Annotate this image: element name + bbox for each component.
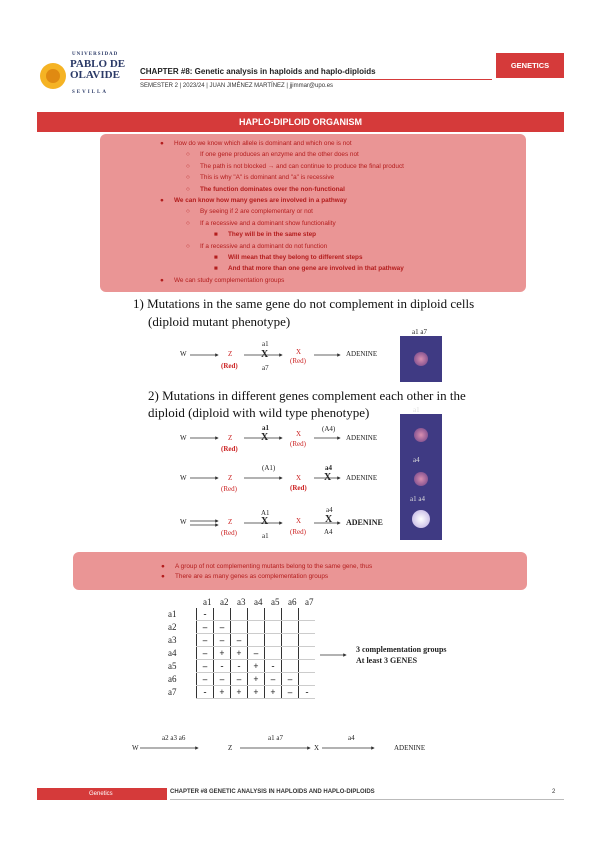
table-cell: –	[282, 673, 299, 686]
logo-bottom-text: SEVILLA	[72, 90, 108, 95]
heading-same-gene-sub: (diploid mutant phenotype)	[148, 314, 291, 329]
table-col-header: a7	[305, 597, 314, 607]
bullet-marker: ■	[214, 265, 218, 273]
bullet-text: They will be in the same step	[228, 231, 317, 239]
diagram2a-w: W	[180, 434, 187, 442]
diagram2c-a4: a4	[326, 506, 333, 514]
table-cell	[299, 673, 316, 686]
plate2-label-a1: a1	[413, 406, 420, 414]
table-cell	[282, 647, 299, 660]
table-cell: –	[231, 673, 248, 686]
table-cell: +	[231, 647, 248, 660]
diagram2b-w: W	[180, 474, 187, 482]
table-cell: –	[197, 647, 214, 660]
table-cell: –	[197, 660, 214, 673]
table-cell: –	[197, 621, 214, 634]
plate1-label: a1 a7	[412, 328, 427, 336]
bullet-marker: ○	[186, 174, 190, 182]
diagram1-cross: X	[261, 349, 269, 360]
diagram2c-z: Z	[228, 518, 233, 526]
diagram2a-x: X	[296, 430, 302, 438]
table-col-header: a5	[271, 597, 280, 607]
diagram2c-x: X	[296, 517, 302, 525]
table-cell: –	[214, 621, 231, 634]
table-row-label: a2	[168, 622, 177, 632]
diagram2a-x-red: (Red)	[290, 440, 306, 448]
table-cell: –	[214, 634, 231, 647]
diagram2c-a1: a1	[262, 532, 269, 540]
bullet-text: If a recessive and a dominant do not function	[200, 242, 328, 250]
table-row	[168, 686, 315, 699]
page-number: 2	[552, 789, 556, 795]
diagram1-adenine: ADENINE	[346, 350, 378, 358]
plate2-label-a4: a4	[413, 456, 420, 464]
diagram2c-cross1: X	[261, 516, 269, 527]
diagram2c-a1-cap: A1	[261, 509, 270, 517]
table-cell	[265, 634, 282, 647]
table-cell	[299, 647, 316, 660]
heading-same-gene: 1) Mutations in the same gene do not complement in diploid cells	[133, 296, 475, 311]
diagram2b-z: Z	[228, 474, 233, 482]
bullet-marker: ○	[186, 208, 190, 216]
table-cell	[282, 660, 299, 673]
bullet-text: By seeing if 2 are complementary or not	[200, 208, 313, 216]
table-cell	[265, 621, 282, 634]
diagram1-w: W	[180, 350, 187, 358]
table-cell	[248, 634, 265, 647]
diagram2a-a1: a1	[262, 424, 269, 432]
plate-a1-a7	[400, 336, 442, 382]
bullet-text: How do we know which allele is dominant and which one is not	[174, 140, 352, 147]
table-row-label: a1	[168, 609, 177, 620]
bullet-text: The path is not blocked → and can continue to produce the final product	[200, 162, 404, 170]
plate-column-2	[400, 414, 442, 540]
table-cell: –	[214, 673, 231, 686]
logo-main-text: PABLO DE OLAVIDE	[70, 58, 126, 81]
table-cell	[248, 621, 265, 634]
diagram1-z-red: (Red)	[221, 362, 238, 370]
note-genes-groups: There are as many genes as complementation groups	[175, 573, 329, 580]
footer-divider	[170, 799, 564, 800]
complementation-note-2: At least 3 GENES	[356, 656, 418, 665]
colony-dim	[414, 352, 428, 366]
bullet-marker: ○	[186, 185, 190, 193]
diagram2c-adenine: ADENINE	[346, 518, 383, 527]
table-cell	[231, 621, 248, 634]
table-cell: -	[197, 608, 214, 621]
table-cell	[214, 608, 231, 621]
diagram1-a7: a7	[262, 364, 269, 372]
header-subtitle: SEMESTER 2 | 2023/24 | JUAN JIMÉNEZ MARTÍNEZ | jjimmar@upo.es	[140, 83, 334, 89]
diagram2c-x-red: (Red)	[290, 528, 306, 536]
table-cell: –	[197, 673, 214, 686]
diagram2c-z-red: (Red)	[221, 529, 237, 537]
bullet-marker: ○	[186, 151, 190, 159]
table-col-header: a1	[203, 597, 212, 607]
diagram2c-a4-cap: A4	[324, 528, 333, 536]
diagram2a-cross: X	[261, 432, 269, 443]
table-cell	[299, 621, 316, 634]
table-cell	[282, 608, 299, 621]
diagram1-a1: a1	[262, 340, 269, 348]
table-cell	[231, 608, 248, 621]
logo-top-text: UNIVERSIDAD	[72, 52, 119, 57]
table-row	[168, 660, 315, 673]
bullet-text: And that more than one gene are involved in that pathway	[228, 265, 404, 273]
table-col-header: a4	[254, 597, 263, 607]
bullet-marker: ○	[186, 162, 190, 170]
diagram1-z: Z	[228, 350, 233, 358]
table-cell: –	[282, 686, 299, 699]
table-col-header: a2	[220, 597, 229, 607]
table-cell: –	[231, 634, 248, 647]
bullet-marker: ●	[160, 140, 164, 147]
bullet-marker: ●	[160, 197, 164, 204]
table-row-label: a5	[168, 661, 177, 671]
bullet-marker: ■	[214, 254, 218, 261]
table-cell	[265, 608, 282, 621]
table-cell: +	[231, 686, 248, 699]
diagram2b-adenine: ADENINE	[346, 474, 378, 482]
table-col-header: a6	[288, 597, 297, 607]
diagram1-x: X	[296, 348, 302, 356]
diagram2c-w: W	[180, 518, 187, 526]
table-row	[168, 673, 315, 686]
table-cell: +	[248, 660, 265, 673]
table-cell	[299, 660, 316, 673]
table-cell	[282, 621, 299, 634]
table-cell	[299, 634, 316, 647]
table-cell: –	[265, 673, 282, 686]
diagram2a-a4: (A4)	[322, 425, 336, 433]
table-cell	[299, 608, 316, 621]
chapter-title: CHAPTER #8: Genetic analysis in haploids and haplo-diploids	[140, 67, 376, 76]
complementation-note-1: 3 complementation groups	[356, 645, 447, 654]
heading-different-genes: 2) Mutations in different genes complement each other in the	[148, 388, 466, 403]
table-cell	[265, 647, 282, 660]
table-cell	[282, 634, 299, 647]
table-cell: -	[197, 686, 214, 699]
colony-a1	[414, 428, 428, 442]
table-cell: –	[248, 647, 265, 660]
pathway-group3: a4	[348, 734, 355, 742]
table-cell	[248, 608, 265, 621]
plate2-label-a1a4: a1 a4	[410, 495, 425, 503]
bullet-marker: ○	[186, 242, 190, 250]
diagram2b-x: X	[296, 474, 302, 482]
table-cell: -	[231, 660, 248, 673]
bullet-text: If one gene produces an enzyme and the other does not	[200, 151, 359, 159]
pathway-adenine: ADENINE	[394, 744, 426, 752]
table-row	[168, 647, 315, 660]
footer-genetics: Genetics	[37, 788, 167, 800]
table-cell: +	[248, 686, 265, 699]
table-cell: +	[214, 686, 231, 699]
pathway-group2: a1 a7	[268, 734, 283, 742]
colony-a4	[414, 472, 428, 486]
bullet-marker: ●	[160, 276, 164, 284]
table-row-label: a6	[168, 674, 177, 684]
section-title: HAPLO-DIPLOID ORGANISM	[37, 112, 564, 132]
genetics-badge: GENETICS	[496, 53, 564, 78]
bullet-text: Will mean that they belong to different steps	[228, 254, 363, 261]
table-cell: -	[214, 660, 231, 673]
diagram2b-a4: a4	[325, 464, 332, 472]
table-cell: +	[265, 686, 282, 699]
note-group-same-gene: A group of not complementing mutants belong to the same gene, thus	[175, 563, 373, 570]
diagram2b-cross: X	[324, 472, 332, 483]
diagram2b-x-red: (Red)	[290, 484, 307, 492]
diagram2a-adenine: ADENINE	[346, 434, 378, 442]
bullet-marker: ○	[186, 219, 190, 227]
table-cell: –	[197, 634, 214, 647]
diagram2b-z-red: (Red)	[221, 485, 237, 493]
table-cell: +	[214, 647, 231, 660]
diagram2c-cross2: X	[325, 514, 333, 525]
diagram2a-z-red: (Red)	[221, 445, 238, 453]
pathway-group1: a2 a3 a6	[162, 734, 186, 742]
bullet-marker: ■	[214, 231, 218, 239]
table-col-header: a3	[237, 597, 246, 607]
table-row	[168, 634, 315, 647]
table-cell: -	[299, 686, 316, 699]
bullet-text: This is why "A" is dominant and "a" is recessive	[200, 174, 335, 182]
table-row-label: a7	[168, 687, 177, 697]
footer-chapter: CHAPTER #8 GENETIC ANALYSIS IN HAPLOIDS AND HAPLO-DIPLOIDS	[170, 789, 375, 795]
diagram2b-a1: (A1)	[262, 464, 276, 472]
bullet-text: If a recessive and a dominant show functionality	[200, 219, 336, 227]
colony-a1-a4	[412, 510, 430, 528]
table-row	[168, 608, 315, 621]
table-row-label: a4	[168, 648, 177, 658]
table-cell: +	[248, 673, 265, 686]
pathway-w: W	[132, 744, 139, 752]
diagram2a-z: Z	[228, 434, 233, 442]
heading-different-genes-sub: diploid (diploid with wild type phenotype)	[148, 405, 370, 420]
bullet-text: The function dominates over the non-functional	[200, 185, 345, 193]
table-row-label: a3	[168, 635, 177, 645]
pathway-z: Z	[228, 744, 233, 752]
bullet-text: We can study complementation groups	[174, 276, 285, 284]
bullet-text: We can know how many genes are involved in a pathway	[174, 197, 347, 204]
complementation-table	[168, 608, 315, 699]
diagram1-x-red: (Red)	[290, 357, 306, 365]
pathway-x: X	[314, 744, 320, 752]
table-row	[168, 621, 315, 634]
table-cell: -	[265, 660, 282, 673]
notes-box-bottom: ● A group of not complementing mutants belong to the same gene, thus ● There are as many genes as complementation groups	[73, 552, 527, 590]
